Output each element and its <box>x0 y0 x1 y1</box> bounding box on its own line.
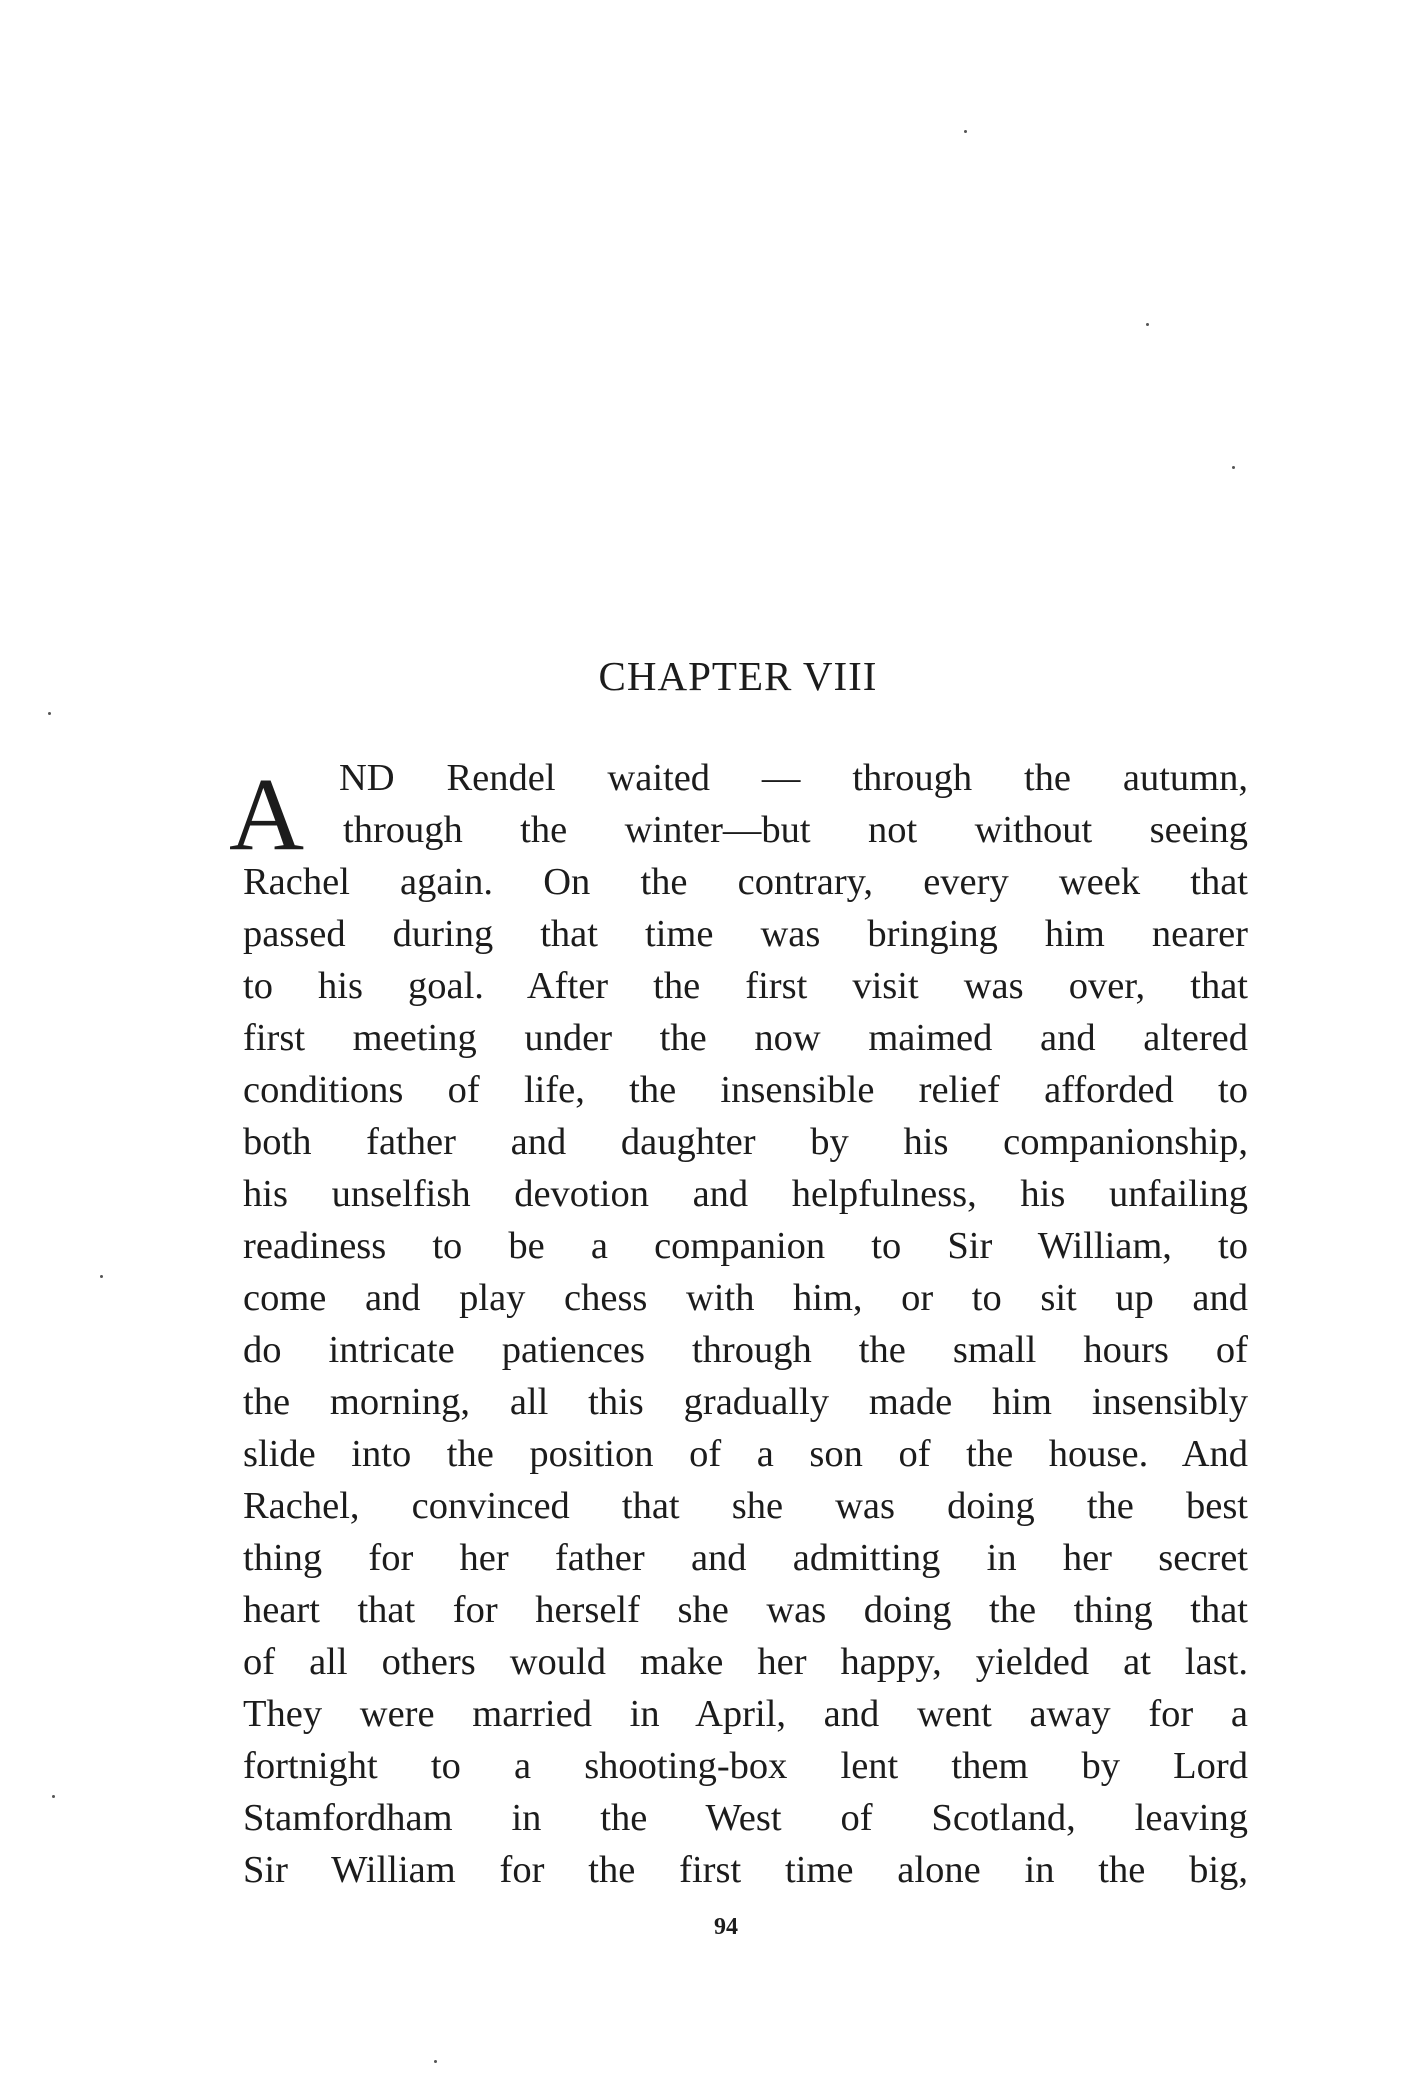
text-line: come and play chess with him, or to sit up and <box>243 1277 1248 1319</box>
scan-speck <box>1232 466 1235 469</box>
text-line: to his goal. After the first visit was over, that <box>243 965 1248 1007</box>
text-line: Sir William for the first time alone in the big, <box>243 1849 1248 1891</box>
scan-speck <box>48 712 51 715</box>
text-line: ND Rendel waited — through the autumn, <box>339 757 1248 799</box>
scan-speck <box>100 1275 103 1278</box>
chapter-body-text <box>229 752 1248 1896</box>
text-line: the morning, all this gradually made him insensibly <box>243 1381 1248 1423</box>
text-line: fortnight to a shooting-box lent them by Lord <box>243 1745 1248 1787</box>
scan-speck <box>1146 323 1149 326</box>
text-line: Rachel again. On the contrary, every week that <box>243 861 1248 903</box>
text-line: first meeting under the now maimed and altered <box>243 1017 1248 1059</box>
page-number: 94 <box>714 1914 738 1940</box>
text-line: of all others would make her happy, yielded at last. <box>243 1641 1248 1683</box>
text-line: do intricate patiences through the small hours of <box>243 1329 1248 1371</box>
text-line: thing for her father and admitting in her secret <box>243 1537 1248 1579</box>
text-line: heart that for herself she was doing the thing that <box>243 1589 1248 1631</box>
scan-speck <box>52 1795 55 1798</box>
scan-speck <box>434 2060 437 2063</box>
text-line: Rachel, convinced that she was doing the best <box>243 1485 1248 1527</box>
text-line: passed during that time was bringing him nearer <box>243 913 1248 955</box>
text-line: his unselfish devotion and helpfulness, his unfailing <box>243 1173 1248 1215</box>
chapter-heading: CHAPTER VIII <box>598 653 878 699</box>
text-line: both father and daughter by his companionship, <box>243 1121 1248 1163</box>
text-line: through the winter—but not without seeing <box>343 809 1248 851</box>
text-line: readiness to be a companion to Sir William, to <box>243 1225 1248 1267</box>
drop-cap: A <box>229 757 305 872</box>
scan-speck <box>964 130 967 133</box>
text-line: slide into the position of a son of the house. And <box>243 1433 1248 1475</box>
text-line: They were married in April, and went away for a <box>243 1693 1248 1735</box>
text-line: Stamfordham in the West of Scotland, leaving <box>243 1797 1248 1839</box>
text-line: conditions of life, the insensible relief afforded to <box>243 1069 1248 1111</box>
